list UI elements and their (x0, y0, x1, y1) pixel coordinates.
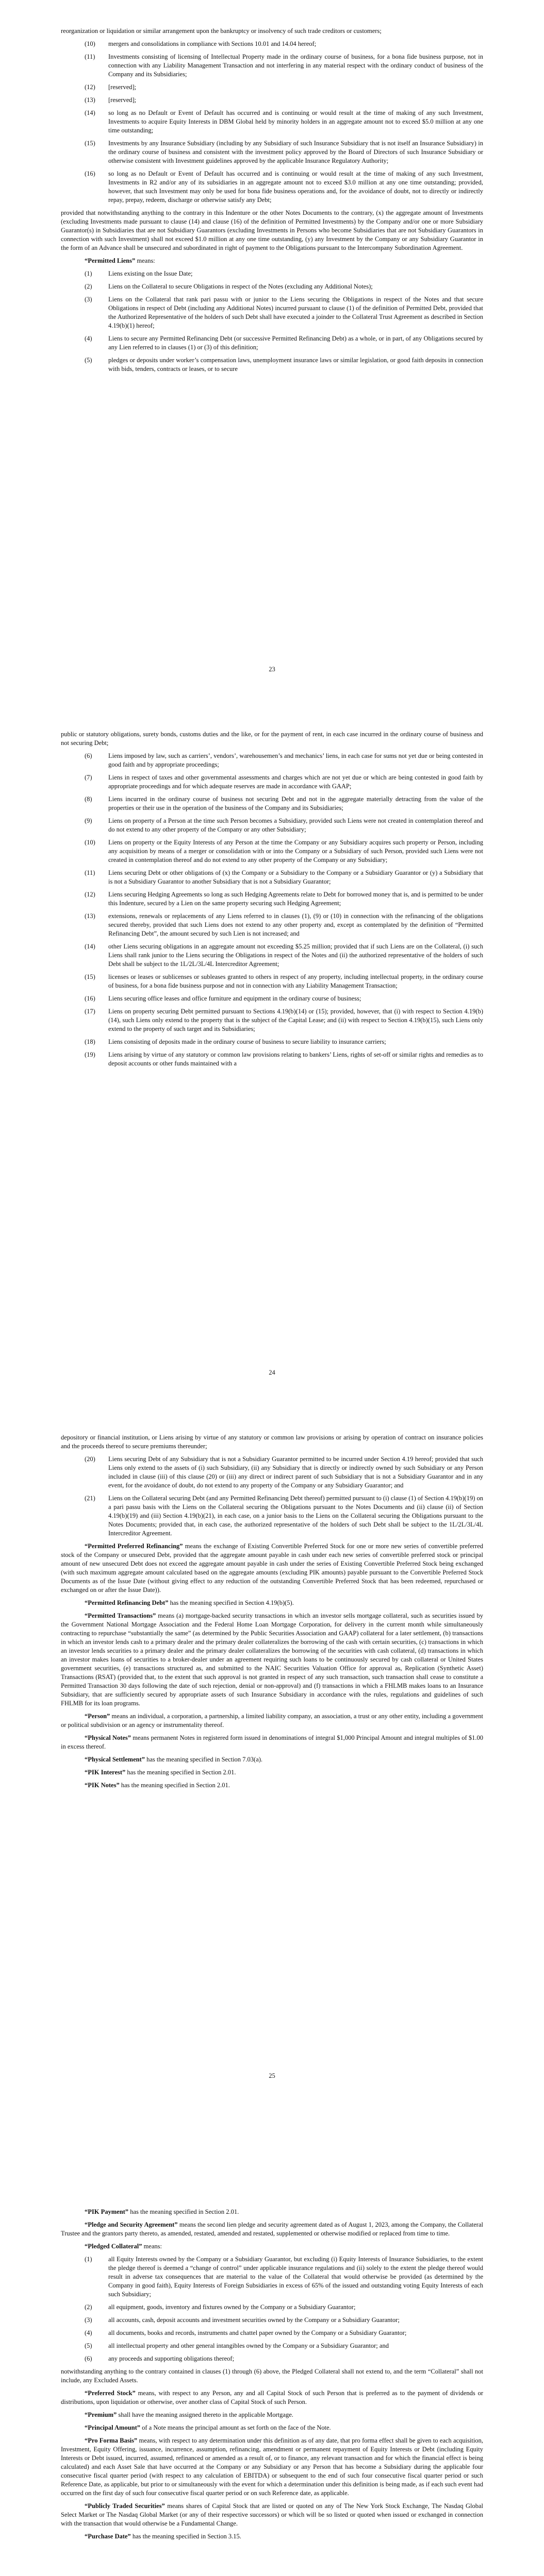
clause-number: (15) (85, 973, 95, 980)
clause-number: (5) (85, 2342, 92, 2349)
numbered-clause (85, 295, 483, 330)
definition-text: means the second lien pledge and security agreement dated as of August 1, 2023, among the Company, the Collateral Trustee and the grantors party thereto, as amended, restated, amended and restated, supplemented or otherwise modified or replaced from time to time. (61, 2221, 483, 2237)
definitions (61, 2208, 483, 2251)
numbered-clause (85, 2316, 483, 2325)
clause-text: all equipment, goods, inventory and fixtures owned by the Company or a Subsidiary Guarantor; (108, 2303, 356, 2311)
clause-text: Liens securing Hedging Agreements so long as such Hedging Agreements relate to Debt for borrowed money that is, and is permitted to be under this Indenture, secured by a Lien on the same property securing such Hedging Agreement; (108, 891, 483, 907)
lien-clauses (61, 752, 483, 1068)
numbered-clause (85, 890, 483, 908)
defined-term: “Preferred Stock” (85, 2389, 136, 2397)
clause-text: Liens on the Collateral securing Debt (and any Permitted Refinancing Debt thereof) permitted pursuant to (i) clause (1) of Section 4.19(b)(19) on a pari passu basis with the Liens on the Collateral securing the Obligations pursuant to the Notes Documents and (ii) clause (ii) of Section 4.19(b)(19) and (iii) Section 4.19(b)(21), in each case, on a junior basis to the Liens on the Collateral securing the Obligations pursuant to the Notes Documents; provided that, in each case, the authorized representative of the holders of such Debt shall be subject to the 1L/2L/3L/4L Intercreditor Agreement. (108, 1495, 483, 1537)
clause-number: (12) (85, 891, 95, 898)
numbered-clause (85, 773, 483, 791)
clause-number: (3) (85, 296, 92, 303)
clause-text: other Liens securing obligations in an aggregate amount not exceeding $5.25 million; provided that if such Liens are on the Collateral, (i) such Liens shall rank junior to the Liens securing the Obligations in respect of the Notes and (ii) the authorized representative of the holders of such Debt shall be subject to the 1L/2L/3L/4L Intercreditor Agreement; (108, 943, 483, 968)
clause-number: (4) (85, 335, 92, 342)
clause-text: Liens to secure any Permitted Refinancing Debt (or successive Permitted Refinancing Debt) as a whole, or in part, of any Obligations secured by any Lien referred to in clauses (1) or (3) of this definition; (108, 335, 483, 351)
clause-number: (12) (85, 83, 95, 91)
definition-text: means: (142, 2243, 162, 2250)
clause-number: (1) (85, 2256, 92, 2263)
definition (61, 2532, 483, 2541)
defined-term: “Permitted Refinancing Debt” (85, 1599, 169, 1606)
definition (61, 2208, 483, 2216)
clause-text: Liens consisting of deposits made in the ordinary course of business to secure liability to insurance carriers; (108, 1038, 386, 1045)
numbered-clause (85, 912, 483, 938)
clause-number: (7) (85, 774, 92, 781)
definitions (61, 1542, 483, 1790)
clause-text: pledges or deposits under worker’s compensation laws, unemployment insurance laws or similar legislation, or good faith deposits in connection with bids, tenders, contracts or leases, or to secure (108, 357, 483, 372)
clause-text: Liens on property or the Equity Interests of any Person at the time the Company or any Subsidiary acquires such property or Person, including any acquisition by means of a merger or consolidation with or into the Company or a Subsidiary of such Person, provided such Liens were not created in contemplation thereof and do not extend to any other property of the Company or any Subsidiary; (108, 839, 483, 863)
clause-text: any proceeds and supporting obligations thereof; (108, 2355, 235, 2362)
clause-text: so long as no Default or Event of Default has occurred and is continuing or would result at the time of making of any such Investment, Investments to acquire Equity Interests in DBM Global held by minority holders in an aggregate amount not to exceed $5.0 million at any one time outstanding; (108, 109, 483, 134)
clause-text: extensions, renewals or replacements of any Liens referred to in clauses (1), (9) or (10) in connection with the refinancing of the obligations secured thereby, provided that such Liens does not extend to any other property and, except as contemplated by the definition of “Permitted Refinancing Debt”, the amount secured by such Lien is not increased; and (108, 912, 483, 937)
clause-text: all Equity Interests owned by the Company or a Subsidiary Guarantor, but excluding (i) Equity Interests of Insurance Subsidiaries, to the extent the pledge thereof is deemed a “change of control” under applicable insurance regulations and (ii) solely to the extent the pledge thereof would result in adverse tax consequences that are material to the value of the Collateral that would otherwise be provided (as determined by the Company in good faith), Equity Interests of Foreign Subsidiaries in excess of 65% of the issued and outstanding voting Equity Interests of each such Subsidiary; (108, 2256, 483, 2298)
clause-text: [reserved]; (108, 96, 137, 104)
clause-number: (3) (85, 2316, 92, 2324)
defined-term: “Permitted Preferred Refinancing” (85, 1543, 183, 1550)
numbered-clause (85, 1455, 483, 1490)
definition-text: has the meaning specified in Section 2.01. (119, 1782, 230, 1789)
clause-text: Liens existing on the Issue Date; (108, 270, 193, 277)
definition (61, 2221, 483, 2238)
definition-text: means, with respect to any determination under this definition as of any date, that pro forma effect shall be given to each acquisition, Investment, Equity Offering, issuance, incurrence, assumption, refinancing, amendment or permanent repayment of Equity Interests or Debt (including Equity Interests or Debt issued, incurred, assumed, refinanced or amended as a result of, or to finance, any relevant transaction and for which the financial effect is being calculated) and each Asset Sale that have occurred at the Company or any Subsidiary or any Person that has become a Subsidiary during the applicable four consecutive fiscal quarter period (with respect to any calculation of EBITDA) or subsequent to the end of such four consecutive fiscal quarter period or such Reference Date, as applicable, but prior to or simultaneously with the event for which a determination under this definition is being made, as if each such event had occurred on the first day of such four consecutive fiscal quarter period or on such Reference date, as applicable. (61, 2437, 483, 2497)
closing-paragraph: notwithstanding anything to the contrary contained in clauses (1) through (6) above, the Pledged Collateral shall not extend to, and the term “Collateral” shall not include, any Excluded Assets. (61, 2368, 483, 2384)
defined-term: “Permitted Transactions” (85, 1612, 156, 1619)
numbered-clause (85, 170, 483, 205)
clause-text: Liens on property of a Person at the time such Person becomes a Subsidiary, provided such Liens were not created in contemplation thereof and do not extend to any other property of the Company or any other Subsidiary; (108, 817, 483, 833)
numbered-clause (85, 109, 483, 135)
defined-term: “Premium” (85, 2411, 117, 2418)
clause-number: (13) (85, 96, 95, 104)
clause-text: Liens securing office leases and office furniture and equipment in the ordinary course of business; (108, 995, 361, 1002)
numbered-clause (85, 282, 483, 291)
numbered-clause (85, 869, 483, 886)
numbered-clause (85, 83, 483, 92)
clause-number: (13) (85, 912, 95, 920)
definition (61, 2424, 483, 2432)
definition (61, 1542, 483, 1595)
numbered-clause (85, 139, 483, 165)
numbered-clause (85, 53, 483, 79)
clause-number: (1) (85, 270, 92, 277)
definition (61, 2436, 483, 2498)
clause-number: (21) (85, 1495, 95, 1502)
clause-number: (16) (85, 995, 95, 1002)
page-26 (0, 2110, 544, 2576)
clause-number: (20) (85, 1455, 95, 1463)
definition-text: has the meaning specified in Section 4.19(b)(5). (168, 1599, 294, 1606)
clause-text: Liens on property securing Debt permitted pursuant to Sections 4.19(b)(14) or (15); provided, however, that (i) with respect to Section 4.19(b)(14), such Liens only extend to the property that is the subject of the Capital Lease; and (ii) with respect to Section 4.19(b)(15), such Liens only extend to the property of such target and its Subsidiaries; (108, 1008, 483, 1032)
defined-term: “PIK Payment” (85, 2208, 129, 2215)
paragraph: depository or financial institution, or Liens arising by virtue of any statutory or common law provisions or arising by operation of contract on insurance policies and the proceeds thereof to secure premiums thereunder; (61, 1434, 483, 1450)
clause-number: (10) (85, 40, 95, 47)
pledged-collateral-clauses (61, 2255, 483, 2363)
clause-number: (2) (85, 283, 92, 290)
clause-text: Liens in respect of taxes and other governmental assessments and charges which are not yet due or which are being contested in good faith by appropriate proceedings and for which adequate reserves are made in accordance with GAAP; (108, 774, 483, 790)
page-content (61, 730, 483, 1072)
defined-term: “Publicly Traded Securities” (85, 2502, 165, 2510)
definition (61, 2242, 483, 2251)
clause-number: (11) (85, 869, 95, 876)
definition-text: has the meaning specified in Section 2.01. (128, 2208, 239, 2215)
numbered-clause (85, 334, 483, 352)
clause-text: [reserved]; (108, 83, 137, 91)
page-content (61, 1433, 483, 1794)
page-23 (0, 0, 544, 703)
definition (61, 1599, 483, 1607)
numbered-clause (85, 2329, 483, 2337)
investment-clauses (61, 40, 483, 205)
numbered-clause (85, 96, 483, 105)
defined-term: “Pledged Collateral” (85, 2243, 142, 2250)
clause-number: (2) (85, 2303, 92, 2311)
clause-text: Investments consisting of licensing of Intellectual Property made in the ordinary course of business, for a bona fide business purpose, not in connection with any Liability Management Transaction and not interfering in any material respect with the ordinary conduct of business of the Company and its Subsidiaries; (108, 53, 483, 78)
numbered-clause (85, 1007, 483, 1033)
numbered-clause (85, 2342, 483, 2350)
numbered-clause (85, 356, 483, 374)
numbered-clause (85, 942, 483, 969)
definition (61, 1612, 483, 1708)
numbered-clause (85, 795, 483, 812)
clause-text: licenses or leases or sublicenses or subleases granted to others in respect of any property, including intellectual property, in the ordinary course of business, for a bona fide business purpose and not in connection with any Liability Management Transaction; (108, 973, 483, 989)
definition (61, 1712, 483, 1730)
clause-text: Liens on the Collateral that rank pari passu with or junior to the Liens securing the Obligations in respect of the Notes and that secure Obligations in respect of Debt (including any Additional Notes) incurred pursuant to clause (1) of the definition of Permitted Debt, provided that the Authorized Representative of the holders of such Debt shall have executed a joinder to the Collateral Trust Agreement as described in Section 4.19(b)(1) hereof; (108, 296, 483, 329)
definition-text: means shares of Capital Stock that are listed or quoted on any of The New York Stock Exchange, The Nasdaq Global Select Market or The Nasdaq Global Market (or any of their respective successors) or which will be so listed or quoted when issued or exchanged in connection with the transaction that would otherwise be a Fundamental Change. (61, 2502, 483, 2527)
numbered-clause (85, 838, 483, 865)
clause-number: (10) (85, 839, 95, 846)
lien-clauses (61, 1455, 483, 1538)
defined-term: “Principal Amount” (85, 2424, 140, 2431)
page-content (61, 2208, 483, 2545)
numbered-clause (85, 973, 483, 990)
defined-term: “Pro Forma Basis” (85, 2437, 138, 2444)
clause-text: so long as no Default or Event of Default has occurred and is continuing or would result at the time of making of any such Investment, Investments in R2 and/or any of its subsidiaries in an aggregate amount not to exceed $3.0 million at any one time outstanding; provided, however, that such Investment may only be used for bona fide business operations and, for the avoidance of doubt, not to directly or indirectly repay, prepay, redeem, discharge or otherwise satisfy any Debt; (108, 170, 483, 204)
page-24 (0, 703, 544, 1406)
definition-text: means, with respect to any Person, any and all Capital Stock of such Person that is preferred as to the payment of dividends or distributions, upon liquidation or otherwise, over another class of Capital Stock of such Person. (61, 2389, 484, 2405)
lien-clauses (61, 269, 483, 374)
clause-text: all accounts, cash, deposit accounts and investment securities owned by the Company or a Subsidiary Guarantor; (108, 2316, 400, 2324)
defined-term: “Physical Notes” (85, 1734, 131, 1741)
clause-number: (11) (85, 53, 95, 60)
clause-text: Liens imposed by law, such as carriers’, vendors’, warehousemen’s and mechanics’ liens, in each case for sums not yet due or being contested in good faith and by appropriate proceedings; (108, 752, 483, 768)
clause-number: (15) (85, 140, 95, 147)
definition-text: has the meaning specified in Section 7.03(a). (145, 1756, 263, 1763)
page-25 (0, 1406, 544, 2110)
clause-number: (6) (85, 2355, 92, 2362)
clause-text: Liens securing Debt of any Subsidiary that is not a Subsidiary Guarantor permitted to be incurred under Section 4.19 hereof; provided that such Liens only extend to the assets of (i) such Subsidiary, (ii) any Subsidiary that is directly or indirectly owned by such Subsidiary or any Person included in clause (iii) of this clause (20) or (iii) any direct or indirect parent of such Subsidiary that is not a Subsidiary Guarantor and in any event, for the avoidance of doubt, do not extend to any property of the Company or any Subsidiary Guarantor; and (108, 1455, 483, 1489)
defined-term: “PIK Interest” (85, 1769, 126, 1776)
clause-number: (16) (85, 170, 95, 177)
clause-text: Liens incurred in the ordinary course of business not securing Debt and not in the aggregate materially detracting from the value of the properties or their use in the operation of the business of the Company and its Subsidiaries; (108, 795, 483, 811)
numbered-clause (85, 817, 483, 834)
numbered-clause (85, 40, 483, 48)
definition-text: means an individual, a corporation, a partnership, a limited liability company, an association, a trust or any other entity, including a government or political subdivision or an agency or instrumentality thereof. (61, 1713, 483, 1728)
defined-term: “Purchase Date” (85, 2533, 131, 2540)
defined-term: “Pledge and Security Agreement” (85, 2221, 178, 2228)
proviso-paragraph: provided that notwithstanding anything to the contrary in this Indenture or the other Notes Documents to the contrary, (x) the aggregate amount of Investments (excluding Investments made pursuant to clause (14) and clause (16) of the definition of Permitted Investments) by the Company and/or one or more Subsidiary Guarantor(s) in Subsidiaries that are not Subsidiary Guarantors (excluding Investments in Persons who become Subsidiaries that are not Subsidiary Guarantors in connection with such Investment) shall not exceed $1.0 million at any one time outstanding, (y) any Investment by the Company or any Subsidiary Guarantor in the form of an Advance shall be unsecured and subordinated in right of payment to the Obligations pursuant to the Intercompany Subordination Agreement. (61, 209, 483, 251)
definition-text: of a Note means the principal amount as set forth on the face of the Note. (140, 2424, 331, 2431)
clause-number: (17) (85, 1008, 95, 1015)
clause-number: (5) (85, 357, 92, 364)
page-content (61, 27, 483, 378)
clause-text: Liens arising by virtue of any statutory or common law provisions relating to bankers’ Liens, rights of set-off or similar rights and remedies as to deposit accounts or other funds maintained with a (108, 1051, 483, 1067)
clause-text: mergers and consolidations in compliance with Sections 10.01 and 14.04 hereof; (108, 40, 317, 47)
numbered-clause (85, 994, 483, 1003)
definition (61, 1768, 483, 1777)
clause-text: Investments by any Insurance Subsidiary (including by any Subsidiary of such Insurance Subsidiary that is not itself an Insurance Subsidiary) in the ordinary course of business and consistent with the investment policy approved by the Board of Directors of such Insurance Subsidiary or otherwise consistent with Investment guidelines approved by the applicable Insurance Regulatory Authority; (108, 140, 483, 164)
numbered-clause (85, 269, 483, 278)
clause-text: all documents, books and records, instruments and chattel paper owned by the Company or a Subsidiary Guarantor; (108, 2329, 407, 2336)
definition-text: means the exchange of Existing Convertible Preferred Stock for one or more new series of convertible preferred stock of the Company or unsecured Debt, provided that the aggregate amount payable in cash under each new series of convertible preferred stock or principal amount of new unsecured Debt does not exceed the aggregate amount payable in cash under the series of Existing Convertible Preferred Stock being exchanged (with such maximum aggregate amount calculated based on the aggregate amounts (excluding PIK amounts) payable pursuant to the Convertible Preferred Stock Documents as of the Issue Date (without giving effect to any reduction of the outstanding Convertible Preferred Stock that has been redeemed, repurchased or exchanged on or after the Issue Date)). (61, 1543, 483, 1594)
definition (61, 2411, 483, 2419)
defined-term: “Person” (85, 1713, 110, 1720)
definition-permitted-liens (61, 257, 483, 265)
numbered-clause (85, 2354, 483, 2363)
definitions (61, 2389, 483, 2541)
clause-number: (14) (85, 109, 95, 116)
defined-term: “PIK Notes” (85, 1782, 120, 1789)
definition (61, 1781, 483, 1790)
definition-text: shall have the meaning assigned thereto in the applicable Mortgage. (117, 2411, 293, 2418)
definition-text: means: (135, 257, 155, 264)
page-number: 24 (269, 1369, 275, 1376)
numbered-clause (85, 1050, 483, 1068)
defined-term: “Physical Settlement” (85, 1756, 145, 1763)
clause-number: (4) (85, 2329, 92, 2336)
definition (61, 2502, 483, 2528)
definition-text: means permanent Notes in registered form issued in denominations of integral $1,000 Principal Amount and integral multiples of $1.00 in excess thereof. (61, 1734, 483, 1750)
definition-text: has the meaning specified in Section 2.01. (125, 1769, 236, 1776)
paragraph: reorganization or liquidation or similar arrangement upon the bankruptcy or insolvency of such trade creditors or customers; (61, 27, 382, 35)
page-number: 23 (269, 666, 275, 673)
clause-number: (14) (85, 943, 95, 950)
numbered-clause (85, 1494, 483, 1538)
numbered-clause (85, 752, 483, 769)
clause-number: (9) (85, 817, 92, 824)
definition (61, 2389, 483, 2406)
clause-text: Liens on the Collateral to secure Obligations in respect of the Notes (excluding any Additional Notes); (108, 283, 373, 290)
definition-text: means (a) mortgage-backed security transactions in which an investor sells mortgage collateral, such as securities issued by the Government National Mortgage Association and the Federal Home Loan Mortgage Corporation, for delivery in the current month while simultaneously contracting to repurchase “substantially the same” (as determined by the Public Securities Association and GAAP) collateral for a later settlement, (b) transactions in which an investor lends cash to a primary dealer and the primary dealer collateralizes the borrowing of the cash with certain securities, (c) transactions in which an investor lends securities to a primary dealer and the primary dealer collateralizes the borrowing of the securities with cash collateral, (d) transactions in which an investor makes loans of securities to a broker-dealer under an agreement requiring such loans to be continuously secured by cash collateral or United States government securities, (e) transactions structured as, and submitted to the NAIC Securities Valuation Office for approval as, Replication (Synthetic Asset) Transactions (RSAT) (provided that, to the extent that such approval is not granted in respect of any such transaction, such transaction shall cease to constitute a Permitted Transaction 30 days following the date of such rejection, denial or non-approval) and (f) transactions in which a FHLMB makes loans to an Insurance Subsidiary, that are sufficiently secured by appropriate assets of such Insurance Subsidiary in accordance with the rules, regulations and guidelines of such FHLMB for its loan programs. (61, 1612, 483, 1707)
defined-term: “Permitted Liens” (85, 257, 136, 264)
definition (61, 1755, 483, 1764)
clause-text: all intellectual property and other general intangibles owned by the Company or a Subsidiary Guarantor; and (108, 2342, 389, 2349)
definition-text: has the meaning specified in Section 3.15. (130, 2533, 241, 2540)
numbered-clause (85, 1038, 483, 1046)
clause-number: (19) (85, 1051, 95, 1058)
clause-text: Liens securing Debt or other obligations of (x) the Company or a Subsidiary to the Company or a Subsidiary Guarantor or (y) a Subsidiary that is not a Subsidiary Guarantor to another Subsidiary that is not a Subsidiary Guarantor; (108, 869, 483, 885)
numbered-clause (85, 2303, 483, 2312)
definition (61, 1734, 483, 1751)
clause-number: (8) (85, 795, 92, 803)
page-number: 25 (269, 2072, 275, 2079)
numbered-clause (85, 2255, 483, 2299)
paragraph: public or statutory obligations, surety bonds, customs duties and the like, or for the payment of rent, in each case incurred in the ordinary course of business and not securing Debt; (61, 731, 483, 747)
clause-number: (6) (85, 752, 92, 759)
clause-number: (18) (85, 1038, 95, 1045)
